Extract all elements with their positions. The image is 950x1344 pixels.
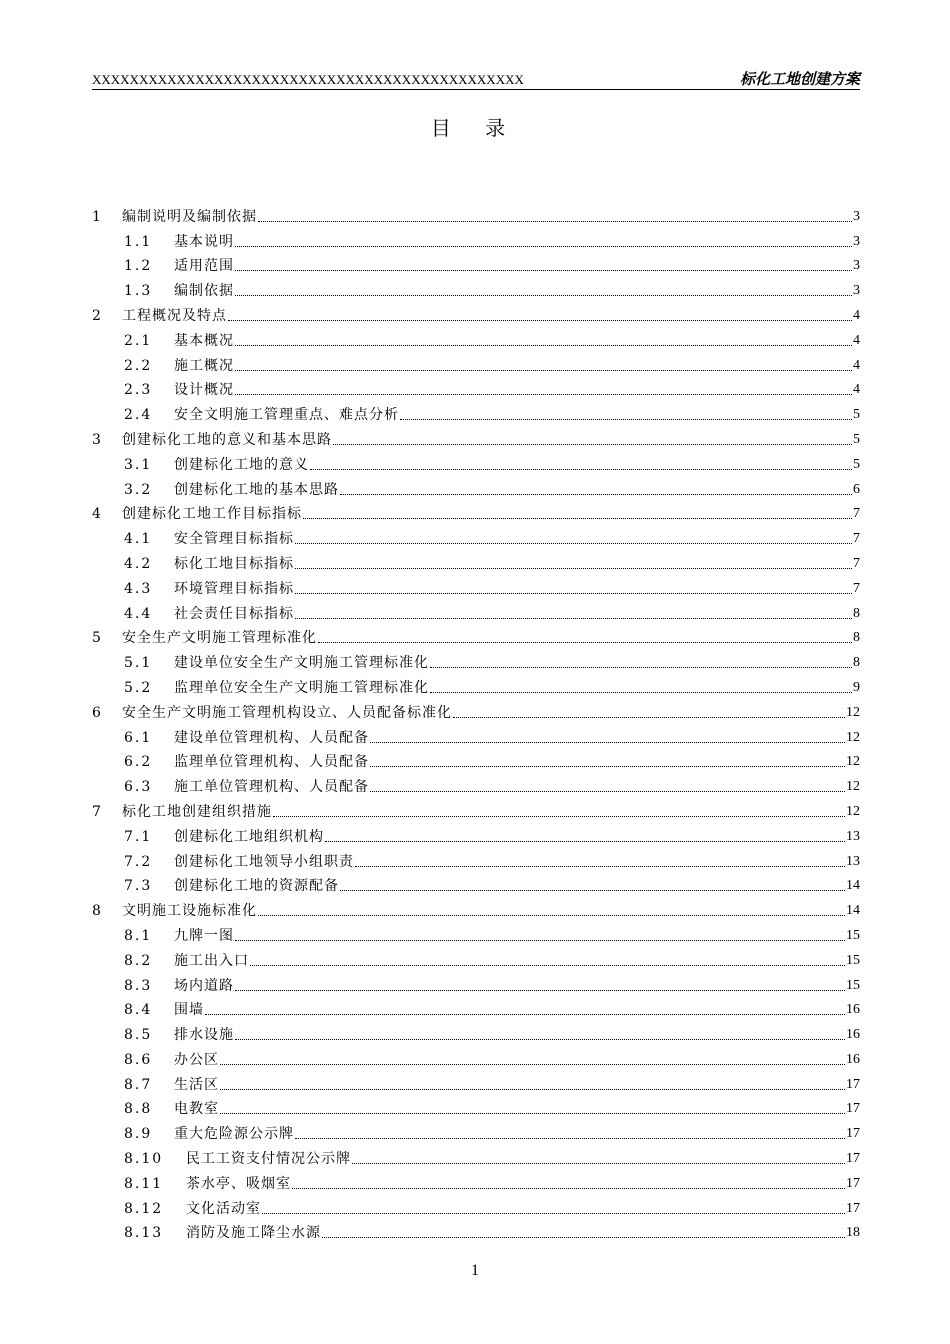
toc-entry-title: 安全生产文明施工管理标准化 xyxy=(122,630,317,647)
toc-entry-number: 1.2 xyxy=(124,258,153,275)
toc-section-entry[interactable] xyxy=(92,250,860,275)
table-of-contents xyxy=(92,200,860,1241)
toc-entry-number: 8.4 xyxy=(124,1002,153,1019)
toc-entry-page: 17 xyxy=(846,1175,860,1191)
dot-leader xyxy=(333,443,852,445)
toc-entry-page: 15 xyxy=(846,977,860,993)
toc-section-entry[interactable] xyxy=(92,820,860,845)
toc-chapter-entry[interactable] xyxy=(92,894,860,919)
toc-entry-title: 工程概况及特点 xyxy=(122,307,227,324)
toc-entry-number: 4.4 xyxy=(124,605,153,622)
toc-entry-page: 6 xyxy=(853,481,860,497)
dot-leader xyxy=(430,691,852,693)
toc-entry-number: 4.2 xyxy=(124,555,153,572)
toc-section-entry[interactable] xyxy=(92,1217,860,1242)
page-number: 1 xyxy=(471,1262,479,1279)
toc-entry-number: 8.9 xyxy=(124,1126,153,1143)
toc-entry-title: 消防及施工降尘水源 xyxy=(186,1225,321,1242)
dot-leader xyxy=(430,666,852,668)
toc-entry-number: 8.3 xyxy=(124,977,153,994)
toc-entry-number: 8.5 xyxy=(124,1027,153,1044)
toc-entry-number: 4.3 xyxy=(124,580,153,597)
toc-entry-number: 7.3 xyxy=(124,878,153,895)
toc-entry-number: 4.1 xyxy=(124,531,153,548)
toc-entry-page: 17 xyxy=(846,1151,860,1167)
toc-entry-title: 安全文明施工管理重点、难点分析 xyxy=(174,407,399,424)
toc-entry-page: 5 xyxy=(853,431,860,447)
toc-section-entry[interactable] xyxy=(92,522,860,547)
toc-entry-title: 创建标化工地工作目标指标 xyxy=(122,506,302,523)
toc-entry-page: 15 xyxy=(846,952,860,968)
toc-entry-title: 文化活动室 xyxy=(186,1200,261,1217)
toc-section-entry[interactable] xyxy=(92,572,860,597)
toc-entry-page: 17 xyxy=(846,1101,860,1117)
toc-section-entry[interactable] xyxy=(92,845,860,870)
toc-entry-number: 5 xyxy=(92,630,101,647)
dot-leader xyxy=(235,369,852,371)
toc-entry-number: 5.2 xyxy=(124,679,153,696)
toc-entry-page: 7 xyxy=(853,555,860,571)
toc-chapter-entry[interactable] xyxy=(92,423,860,448)
dot-leader xyxy=(370,765,845,767)
dot-leader xyxy=(310,468,852,470)
toc-entry-title: 环境管理目标指标 xyxy=(174,580,294,597)
toc-entry-page: 4 xyxy=(853,357,860,373)
toc-entry-page: 12 xyxy=(846,779,860,795)
dot-leader xyxy=(235,393,852,395)
toc-entry-number: 8.8 xyxy=(124,1101,153,1118)
toc-entry-title: 基本概况 xyxy=(174,332,234,349)
toc-entry-page: 3 xyxy=(853,208,860,224)
toc-entry-title: 建设单位安全生产文明施工管理标准化 xyxy=(174,655,429,672)
toc-entry-title: 九牌一图 xyxy=(174,927,234,944)
toc-section-entry[interactable] xyxy=(92,646,860,671)
toc-entry-number: 8.7 xyxy=(124,1076,153,1093)
toc-entry-title: 监理单位安全生产文明施工管理标准化 xyxy=(174,679,429,696)
dot-leader xyxy=(325,840,845,842)
page-header xyxy=(92,72,860,90)
toc-entry-page: 8 xyxy=(853,630,860,646)
toc-entry-title: 施工出入口 xyxy=(174,952,249,969)
toc-entry-title: 社会责任目标指标 xyxy=(174,605,294,622)
toc-entry-page: 12 xyxy=(846,803,860,819)
toc-entry-page: 5 xyxy=(853,456,860,472)
toc-entry-title: 编制依据 xyxy=(174,283,234,300)
toc-section-entry[interactable] xyxy=(92,1142,860,1167)
toc-entry-number: 8.11 xyxy=(124,1175,164,1192)
toc-section-entry[interactable] xyxy=(92,721,860,746)
toc-chapter-entry[interactable] xyxy=(92,696,860,721)
dot-leader xyxy=(295,567,852,569)
toc-entry-number: 8.6 xyxy=(124,1051,153,1068)
dot-leader xyxy=(273,815,845,817)
toc-section-entry[interactable] xyxy=(92,324,860,349)
dot-leader xyxy=(258,220,852,222)
toc-entry-page: 16 xyxy=(846,1051,860,1067)
toc-section-entry[interactable] xyxy=(92,597,860,622)
toc-entry-number: 8 xyxy=(92,903,101,920)
toc-entry-title: 创建标化工地的资源配备 xyxy=(174,878,339,895)
toc-entry-title: 重大危险源公示牌 xyxy=(174,1126,294,1143)
dot-leader xyxy=(400,418,852,420)
dot-leader xyxy=(295,542,852,544)
dot-leader xyxy=(258,914,845,916)
toc-entry-number: 1 xyxy=(92,208,101,225)
toc-entry-page: 3 xyxy=(853,283,860,299)
toc-section-entry[interactable] xyxy=(92,225,860,250)
dot-leader xyxy=(250,964,845,966)
toc-entry-title: 创建标化工地组织机构 xyxy=(174,828,324,845)
toc-section-entry[interactable] xyxy=(92,969,860,994)
dot-leader xyxy=(352,1162,845,1164)
toc-section-entry[interactable] xyxy=(92,1192,860,1217)
toc-entry-number: 6.2 xyxy=(124,754,153,771)
toc-entry-title: 电教室 xyxy=(174,1101,219,1118)
dot-leader xyxy=(235,1038,845,1040)
toc-chapter-entry[interactable] xyxy=(92,299,860,324)
toc-section-entry[interactable] xyxy=(92,473,860,498)
toc-entry-page: 3 xyxy=(853,258,860,274)
toc-entry-number: 8.10 xyxy=(124,1151,164,1168)
dot-leader xyxy=(303,517,852,519)
toc-entry-title: 场内道路 xyxy=(174,977,234,994)
toc-section-entry[interactable] xyxy=(92,944,860,969)
dot-leader xyxy=(318,641,852,643)
dot-leader xyxy=(235,245,852,247)
dot-leader xyxy=(340,493,852,495)
toc-section-entry[interactable] xyxy=(92,1093,860,1118)
toc-entry-title: 排水设施 xyxy=(174,1027,234,1044)
dot-leader xyxy=(220,1112,845,1114)
toc-entry-page: 7 xyxy=(853,506,860,522)
toc-entry-title: 施工单位管理机构、人员配备 xyxy=(174,779,369,796)
toc-entry-number: 3.2 xyxy=(124,481,153,498)
toc-entry-title: 基本说明 xyxy=(174,233,234,250)
toc-entry-number: 3 xyxy=(92,431,101,448)
header-left-text: XXXXXXXXXXXXXXXXXXXXXXXXXXXXXXXXXXXXXXXXXXXXXX xyxy=(92,72,524,87)
toc-entry-title: 茶水亭、吸烟室 xyxy=(186,1175,291,1192)
toc-entry-title: 安全生产文明施工管理机构设立、人员配备标准化 xyxy=(122,704,452,721)
toc-section-entry[interactable] xyxy=(92,919,860,944)
toc-entry-number: 6 xyxy=(92,704,101,721)
toc-entry-page: 4 xyxy=(853,382,860,398)
toc-entry-title: 设计概况 xyxy=(174,382,234,399)
toc-entry-page: 13 xyxy=(846,853,860,869)
toc-entry-page: 12 xyxy=(846,704,860,720)
toc-entry-number: 2.2 xyxy=(124,357,153,374)
toc-entry-number: 7.2 xyxy=(124,853,153,870)
dot-leader xyxy=(322,1236,845,1238)
toc-entry-title: 生活区 xyxy=(174,1076,219,1093)
toc-entry-title: 适用范围 xyxy=(174,258,234,275)
toc-entry-title: 建设单位管理机构、人员配备 xyxy=(174,729,369,746)
toc-entry-title: 监理单位管理机构、人员配备 xyxy=(174,754,369,771)
toc-chapter-entry[interactable] xyxy=(92,622,860,647)
toc-entry-number: 2.1 xyxy=(124,332,153,349)
toc-section-entry[interactable] xyxy=(92,870,860,895)
dot-leader xyxy=(453,716,845,718)
toc-entry-number: 1.1 xyxy=(124,233,153,250)
toc-entry-number: 1.3 xyxy=(124,283,153,300)
dot-leader xyxy=(235,989,845,991)
toc-entry-title: 民工工资支付情况公示牌 xyxy=(186,1151,351,1168)
toc-entry-number: 2 xyxy=(92,307,101,324)
toc-section-entry[interactable] xyxy=(92,547,860,572)
toc-section-entry[interactable] xyxy=(92,448,860,473)
toc-entry-page: 14 xyxy=(846,903,860,919)
toc-entry-number: 7 xyxy=(92,803,101,820)
toc-entry-page: 3 xyxy=(853,233,860,249)
toc-entry-page: 12 xyxy=(846,729,860,745)
dot-leader xyxy=(295,592,852,594)
toc-entry-page: 16 xyxy=(846,1002,860,1018)
toc-entry-title: 创建标化工地的意义和基本思路 xyxy=(122,431,332,448)
dot-leader xyxy=(220,1063,845,1065)
toc-entry-page: 17 xyxy=(846,1200,860,1216)
toc-entry-page: 4 xyxy=(853,307,860,323)
dot-leader xyxy=(370,741,845,743)
toc-section-entry[interactable] xyxy=(92,349,860,374)
toc-entry-title: 安全管理目标指标 xyxy=(174,531,294,548)
toc-entry-title: 创建标化工地的基本思路 xyxy=(174,481,339,498)
toc-section-entry[interactable] xyxy=(92,1018,860,1043)
toc-section-entry[interactable] xyxy=(92,398,860,423)
toc-entry-page: 5 xyxy=(853,407,860,423)
dot-leader xyxy=(355,865,845,867)
toc-entry-page: 8 xyxy=(853,605,860,621)
toc-section-entry[interactable] xyxy=(92,274,860,299)
toc-section-entry[interactable] xyxy=(92,746,860,771)
toc-section-entry[interactable] xyxy=(92,994,860,1019)
dot-leader xyxy=(262,1212,845,1214)
toc-entry-number: 8.12 xyxy=(124,1200,164,1217)
toc-entry-page: 9 xyxy=(853,679,860,695)
toc-entry-title: 标化工地目标指标 xyxy=(174,555,294,572)
dot-leader xyxy=(205,1013,845,1015)
dot-leader xyxy=(295,1137,845,1139)
toc-entry-page: 12 xyxy=(846,754,860,770)
dot-leader xyxy=(292,1187,845,1189)
dot-leader xyxy=(295,617,852,619)
toc-entry-title: 创建标化工地的意义 xyxy=(174,456,309,473)
dot-leader xyxy=(235,939,845,941)
toc-entry-title: 办公区 xyxy=(174,1051,219,1068)
toc-entry-page: 4 xyxy=(853,332,860,348)
toc-entry-title: 文明施工设施标准化 xyxy=(122,903,257,920)
toc-entry-number: 7.1 xyxy=(124,828,153,845)
toc-section-entry[interactable] xyxy=(92,1043,860,1068)
toc-entry-number: 2.3 xyxy=(124,382,153,399)
toc-entry-number: 6.3 xyxy=(124,779,153,796)
dot-leader xyxy=(235,269,852,271)
toc-entry-number: 8.1 xyxy=(124,927,153,944)
toc-section-entry[interactable] xyxy=(92,1068,860,1093)
dot-leader xyxy=(370,790,845,792)
header-right-title: 标化工地创建方案 xyxy=(739,70,860,88)
toc-chapter-entry[interactable] xyxy=(92,200,860,225)
toc-section-entry[interactable] xyxy=(92,671,860,696)
toc-title: 目 录 xyxy=(430,116,520,140)
toc-entry-page: 15 xyxy=(846,927,860,943)
toc-entry-number: 4 xyxy=(92,506,101,523)
toc-entry-number: 6.1 xyxy=(124,729,153,746)
toc-entry-page: 18 xyxy=(846,1225,860,1241)
toc-chapter-entry[interactable] xyxy=(92,498,860,523)
toc-entry-page: 7 xyxy=(853,580,860,596)
toc-entry-title: 围墙 xyxy=(174,1002,204,1019)
toc-section-entry[interactable] xyxy=(92,1117,860,1142)
toc-entry-number: 3.1 xyxy=(124,456,153,473)
dot-leader xyxy=(220,1088,845,1090)
dot-leader xyxy=(228,319,852,321)
toc-section-entry[interactable] xyxy=(92,374,860,399)
toc-entry-page: 16 xyxy=(846,1027,860,1043)
dot-leader xyxy=(235,294,852,296)
toc-entry-number: 8.2 xyxy=(124,952,153,969)
dot-leader xyxy=(235,344,852,346)
toc-entry-page: 17 xyxy=(846,1076,860,1092)
toc-chapter-entry[interactable] xyxy=(92,795,860,820)
dot-leader xyxy=(340,889,845,891)
toc-entry-title: 标化工地创建组织措施 xyxy=(122,803,272,820)
toc-entry-title: 编制说明及编制依据 xyxy=(122,208,257,225)
toc-entry-page: 14 xyxy=(846,878,860,894)
toc-entry-page: 13 xyxy=(846,828,860,844)
toc-entry-page: 17 xyxy=(846,1126,860,1142)
toc-section-entry[interactable] xyxy=(92,1167,860,1192)
toc-entry-title: 施工概况 xyxy=(174,357,234,374)
toc-entry-page: 7 xyxy=(853,531,860,547)
toc-entry-number: 2.4 xyxy=(124,407,153,424)
toc-entry-number: 8.13 xyxy=(124,1225,164,1242)
toc-entry-number: 5.1 xyxy=(124,655,153,672)
toc-entry-title: 创建标化工地领导小组职责 xyxy=(174,853,354,870)
toc-section-entry[interactable] xyxy=(92,770,860,795)
toc-entry-page: 8 xyxy=(853,655,860,671)
